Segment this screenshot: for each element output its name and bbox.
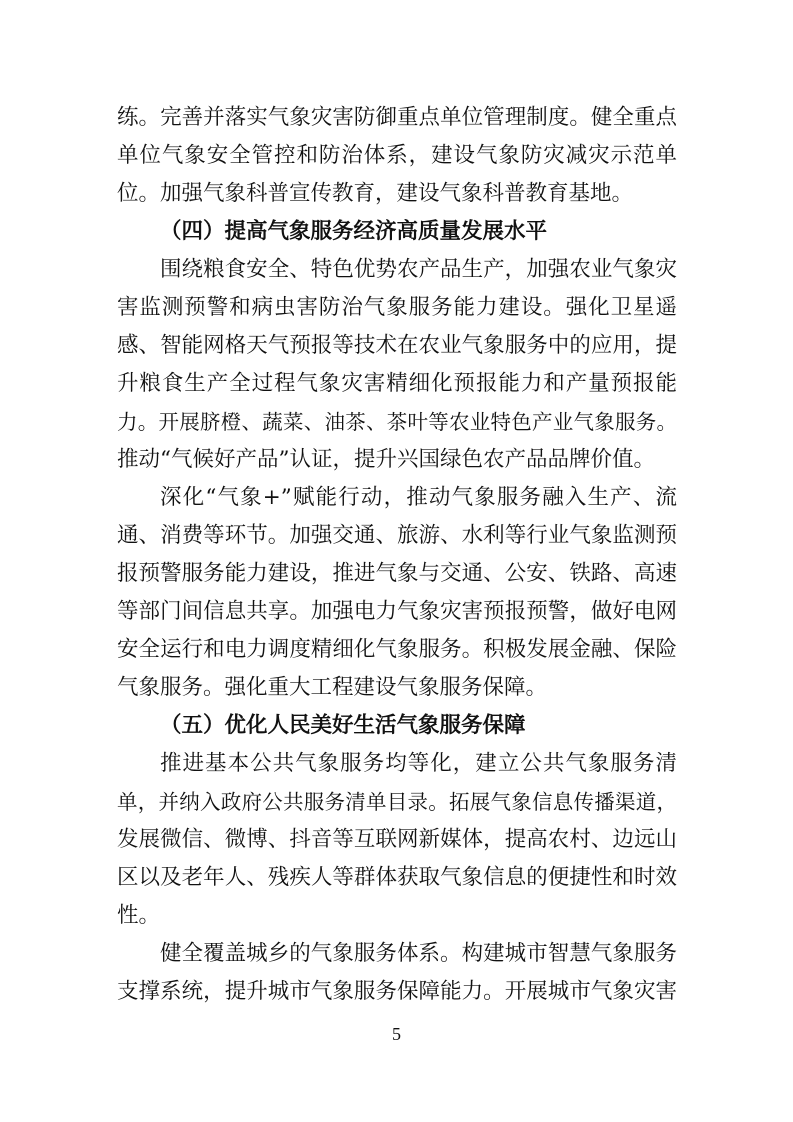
text-line: 练。完善并落实气象灾害防御重点单位管理制度。健全重点 <box>117 105 677 130</box>
paragraph-first-line: 推进基本公共气象服务均等化，建立公共气象服务清 <box>160 751 677 776</box>
text-line: 单位气象安全管控和防治体系，建设气象防灾减灾示范单 <box>117 143 677 168</box>
text-line: 力。开展脐橙、蔬菜、油茶、茶叶等农业特色产业气象服务。 <box>117 410 677 434</box>
section-heading-5: （五）优化人民美好生活气象服务保障 <box>160 713 526 738</box>
text-line: 报预警服务能力建设，推进气象与交通、公安、铁路、高速 <box>117 561 677 586</box>
text-line: 推动“气候好产品”认证，提升兴国绿色农产品品牌价值。 <box>117 447 655 472</box>
text-line: 害监测预警和病虫害防治气象服务能力建设。强化卫星遥 <box>117 295 677 320</box>
text-line: 支撑系统，提升城市气象服务保障能力。开展城市气象灾害 <box>117 979 677 1004</box>
text-line: 气象服务。强化重大工程建设气象服务保障。 <box>117 675 548 700</box>
text-line: 通、消费等环节。加强交通、旅游、水利等行业气象监测预 <box>117 523 677 548</box>
text-line: 感、智能网格天气预报等技术在农业气象服务中的应用，提 <box>117 333 677 358</box>
paragraph-first-line: 健全覆盖城乡的气象服务体系。构建城市智慧气象服务 <box>160 941 677 966</box>
section-heading-4: （四）提高气象服务经济高质量发展水平 <box>160 219 548 244</box>
paragraph-first-line: 深化“气象+”赋能行动，推动气象服务融入生产、流 <box>160 485 677 510</box>
text-line: 单，并纳入政府公共服务清单目录。拓展气象信息传播渠道， <box>117 790 677 814</box>
text-line: 安全运行和电力调度精细化气象服务。积极发展金融、保险 <box>117 637 677 662</box>
text-line: 性。 <box>117 903 161 928</box>
text-line: 区以及老年人、残疾人等群体获取气象信息的便捷性和时效 <box>117 865 677 890</box>
text-line: 升粮食生产全过程气象灾害精细化预报能力和产量预报能 <box>117 371 677 396</box>
page-number: 5 <box>392 1024 401 1044</box>
text-line: 等部门间信息共享。加强电力气象灾害预报预警，做好电网 <box>117 599 677 624</box>
paragraph-first-line: 围绕粮食安全、特色优势农产品生产，加强农业气象灾 <box>160 257 677 282</box>
text-line: 发展微信、微博、抖音等互联网新媒体，提高农村、边远山 <box>117 827 677 852</box>
text-line: 位。加强气象科普宣传教育，建设气象科普教育基地。 <box>117 181 634 206</box>
